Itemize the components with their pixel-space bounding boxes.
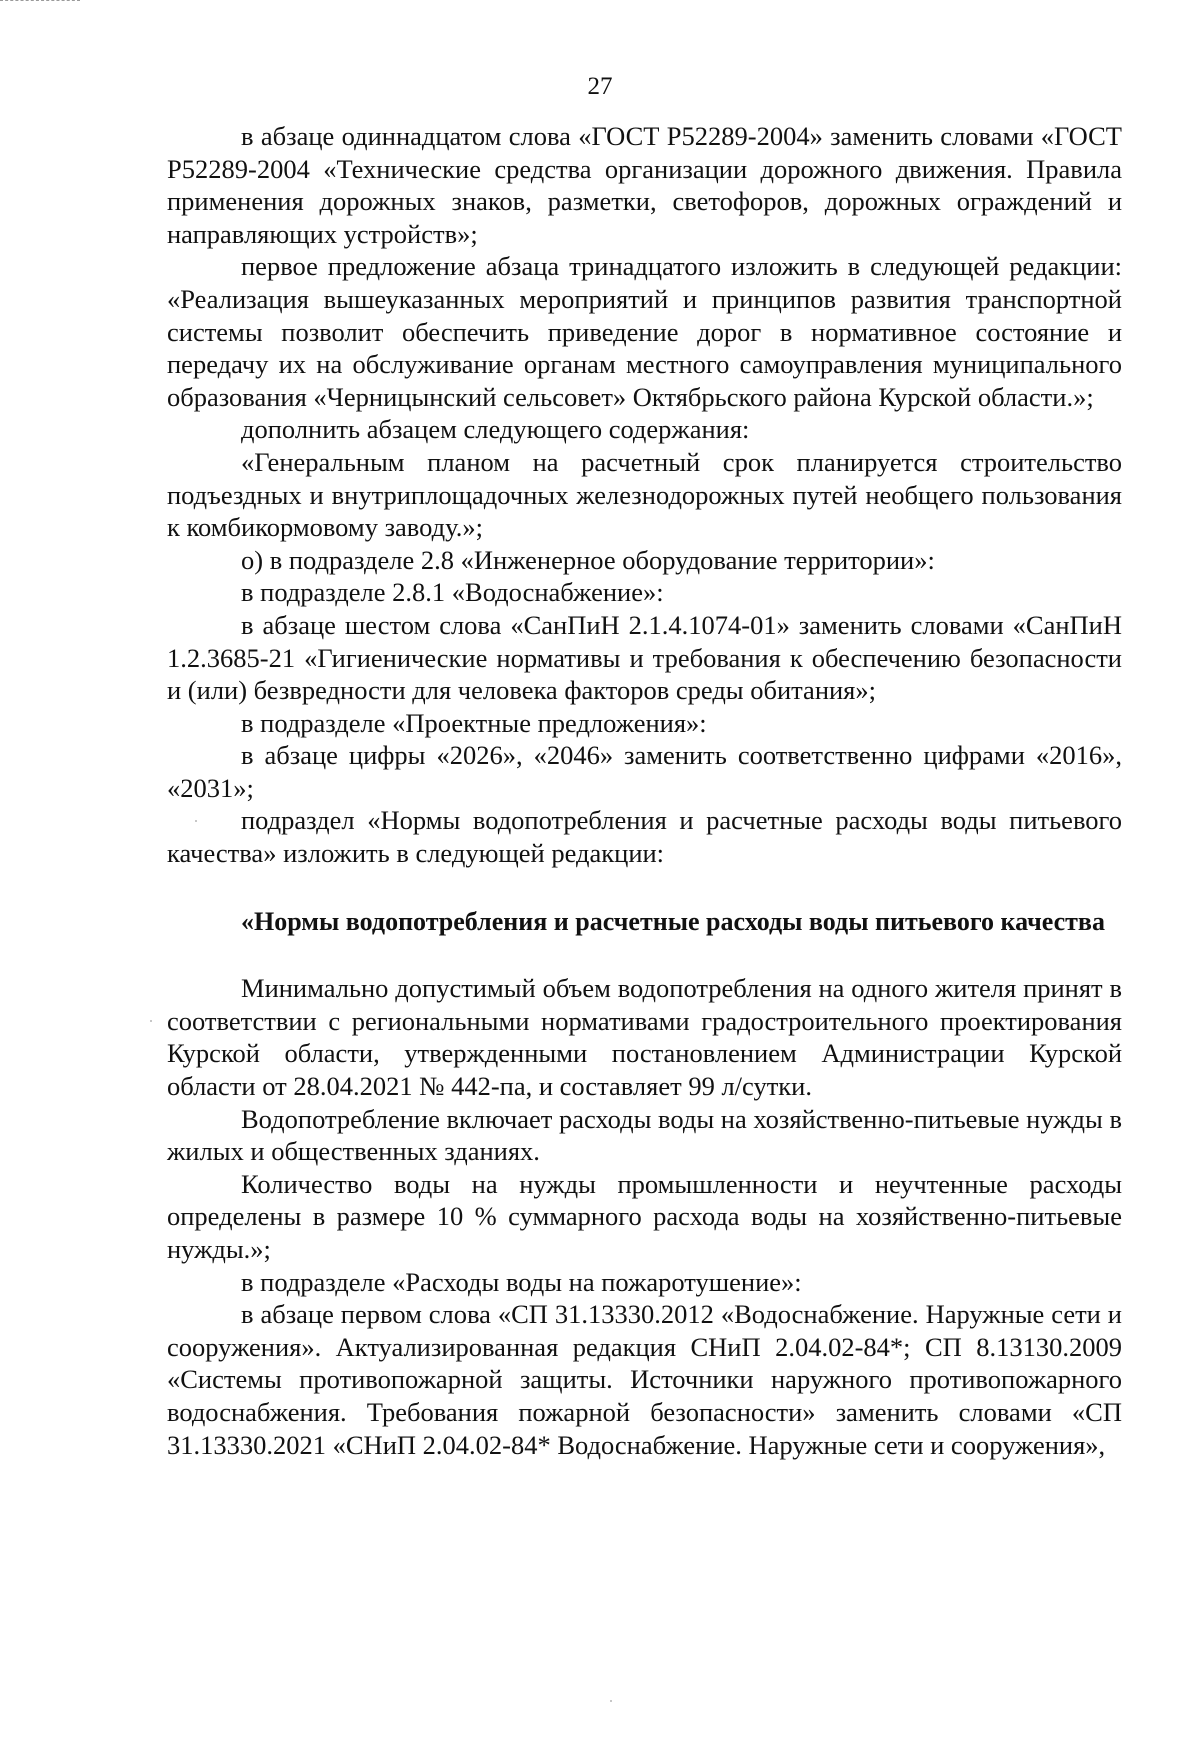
scan-speck — [150, 1020, 152, 1022]
paragraph: о) в подразделе 2.8 «Инженерное оборудование территории»: — [241, 544, 935, 575]
page-number: 27 — [587, 73, 613, 100]
paragraph: в абзаце первом слова «СП 31.13330.2012 «Водоснабжение. Наружные сети и сооружения». Актуализированная редакция СНиП 2.04.02-84*; СП 8.13130.2009 «Системы противопожарной защиты. Источники наружного противопожарного водоснабжения. Требования пожарной безопасности» заменить словами «СП 31.13330.2021 «СНиП 2.04.02-84* Водоснабжение. Наружные сети и сооружения», — [167, 1299, 1122, 1460]
paragraph: первое предложение абзаца тринадцатого изложить в следующей редакции: «Реализация вышеуказанных мероприятий и принципов развития транспортной системы позволит обеспечить приведение дорог в нормативное состояние и передачу их на обслуживание органам местного самоуправления муниципального образования «Черницынский сельсовет» Октябрьского района Курской области.»; — [167, 251, 1122, 412]
paragraph: в абзаце цифры «2026», «2046» заменить соответственно цифрами «2016», «2031»; — [167, 740, 1122, 803]
section-heading: «Нормы водопотребления и расчетные расходы воды питьевого качества — [241, 906, 1105, 936]
paragraph: Минимально допустимый объем водопотребления на одного жителя принят в соответствии с региональными нормативами градостроительного проектирования Курской области, утвержденными постановлением Администрации Курской области от 28.04.2021 № 442-па, и составляет 99 л/сутки. — [167, 973, 1122, 1102]
scan-speck — [610, 1700, 612, 1702]
paragraph: Количество воды на нужды промышленности и неучтенные расходы определены в размере 10 % суммарного расхода воды на хозяйственно-питьевые нужды.»; — [167, 1168, 1122, 1264]
paragraph: в абзаце одиннадцатом слова «ГОСТ Р52289-2004» заменить словами «ГОСТ Р52289-2004 «Технические средства организации дорожного движения. Правила применения дорожных знаков, разметки, светофоров, дорожных ограждений и направляющих устройств»; — [167, 121, 1122, 249]
scan-edge-mark — [0, 0, 80, 3]
paragraph: в подразделе «Расходы воды на пожаротушение»: — [241, 1266, 802, 1297]
paragraph: Водопотребление включает расходы воды на хозяйственно-питьевые нужды в жилых и общественных зданиях. — [167, 1103, 1122, 1167]
paragraph: дополнить абзацем следующего содержания: — [241, 414, 750, 445]
paragraph: в абзаце шестом слова «СанПиН 2.1.4.1074-01» заменить словами «СанПиН 1.2.3685-21 «Гигиенические нормативы и требования к обеспечению безопасности и (или) безвредности для человека факторов среды обитания»; — [167, 609, 1122, 706]
paragraph: «Генеральным планом на расчетный срок планируется строительство подъездных и внутриплощадочных железнодорожных путей необщего пользования к комбикормовому заводу.»; — [167, 446, 1122, 543]
paragraph: подраздел «Нормы водопотребления и расчетные расходы воды питьевого качества» изложить в следующей редакции: — [167, 805, 1122, 869]
document-body — [167, 120, 1122, 1461]
paragraph: в подразделе «Проектные предложения»: — [241, 707, 707, 738]
paragraph: в подразделе 2.8.1 «Водоснабжение»: — [241, 577, 664, 608]
